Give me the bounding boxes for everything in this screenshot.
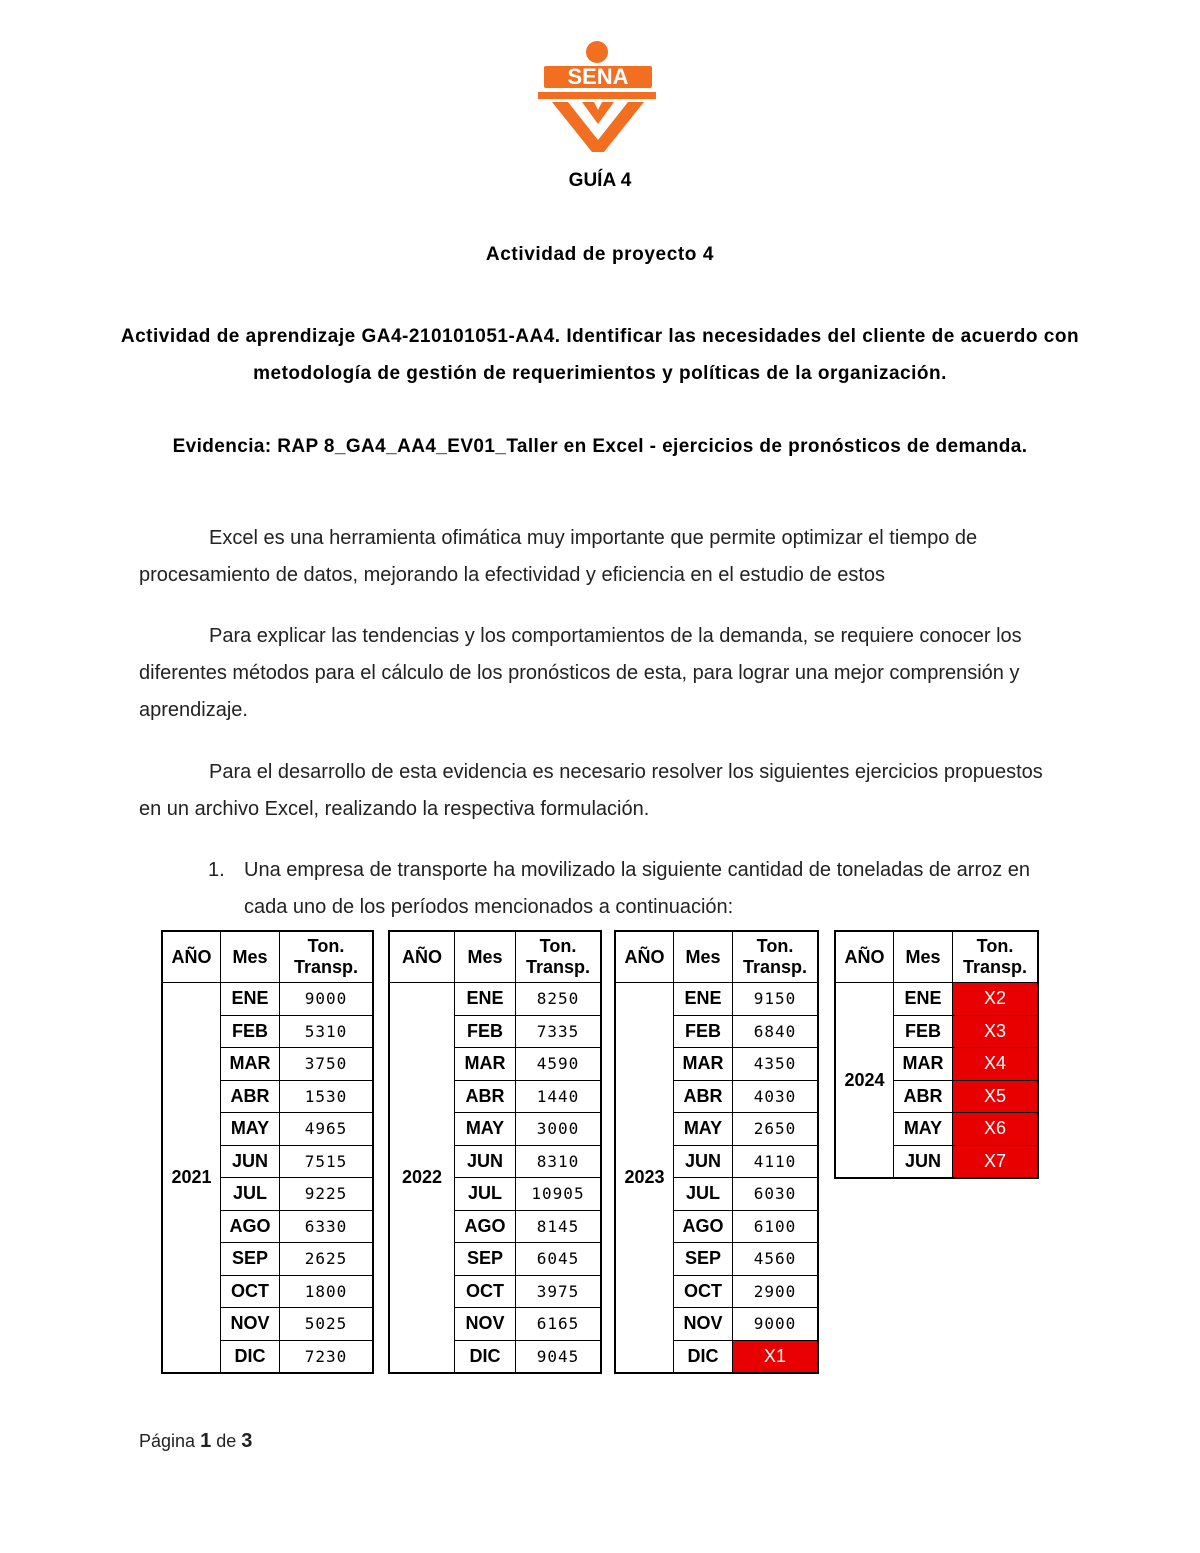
header-year: AÑO <box>389 931 455 983</box>
tons-cell: 3975 <box>516 1275 602 1308</box>
table-row <box>835 983 1038 1016</box>
month-cell: FEB <box>455 1015 516 1048</box>
tons-cell: 4590 <box>516 1048 602 1081</box>
month-cell: JUN <box>894 1145 953 1178</box>
header-month: Mes <box>455 931 516 983</box>
tons-cell: 9000 <box>280 983 374 1016</box>
table-header-row <box>389 931 601 983</box>
year-cell: 2022 <box>389 983 455 1374</box>
missing-value-cell: X1 <box>733 1340 819 1373</box>
tons-cell: 7515 <box>280 1145 374 1178</box>
tons-cell: 8310 <box>516 1145 602 1178</box>
month-cell: MAY <box>674 1113 733 1146</box>
tons-cell: 4110 <box>733 1145 819 1178</box>
header-year: AÑO <box>615 931 674 983</box>
sena-logo <box>538 40 658 152</box>
learning-activity-title: Actividad de aprendizaje GA4-210101051-AA4. Identificar las necesidades del cliente de acuerdo con metodología de gestión de requerimientos y políticas de la organización. <box>120 326 1080 384</box>
tons-cell: 9045 <box>516 1340 602 1373</box>
tons-cell: 4350 <box>733 1048 819 1081</box>
month-cell: MAY <box>455 1113 516 1146</box>
table-2022 <box>388 930 602 1374</box>
month-cell: NOV <box>674 1308 733 1341</box>
month-cell: ABR <box>221 1080 280 1113</box>
tons-cell: 5025 <box>280 1308 374 1341</box>
tons-cell: 4030 <box>733 1080 819 1113</box>
tons-cell: 4965 <box>280 1113 374 1146</box>
tons-cell: 6030 <box>733 1178 819 1211</box>
month-cell: DIC <box>455 1340 516 1373</box>
header-year: AÑO <box>162 931 221 983</box>
paragraph-instructions: Para el desarrollo de esta evidencia es necesario resolver los siguientes ejercicios propuestos en un archivo Excel, realizando la respectiva formulación. <box>139 761 1043 820</box>
month-cell: OCT <box>221 1275 280 1308</box>
tons-cell: 6045 <box>516 1243 602 1276</box>
month-cell: JUL <box>674 1178 733 1211</box>
tons-cell: 6100 <box>733 1210 819 1243</box>
tons-cell: 7230 <box>280 1340 374 1373</box>
tons-cell: 10905 <box>516 1178 602 1211</box>
tons-cell: 1530 <box>280 1080 374 1113</box>
missing-value-cell: X7 <box>953 1145 1039 1178</box>
tons-cell: 2625 <box>280 1243 374 1276</box>
month-cell: DIC <box>674 1340 733 1373</box>
month-cell: ENE <box>894 983 953 1016</box>
tons-cell: 6165 <box>516 1308 602 1341</box>
month-cell: ABR <box>894 1080 953 1113</box>
tons-cell: 9225 <box>280 1178 374 1211</box>
month-cell: AGO <box>221 1210 280 1243</box>
month-cell: ENE <box>674 983 733 1016</box>
activity-title: Actividad de proyecto 4 <box>485 244 715 265</box>
month-cell: ABR <box>674 1080 733 1113</box>
month-cell: ABR <box>455 1080 516 1113</box>
tons-cell: 8250 <box>516 983 602 1016</box>
tons-cell: 6330 <box>280 1210 374 1243</box>
header-month: Mes <box>894 931 953 983</box>
month-cell: MAY <box>221 1113 280 1146</box>
missing-value-cell: X6 <box>953 1113 1039 1146</box>
month-cell: JUL <box>455 1178 516 1211</box>
month-cell: NOV <box>455 1308 516 1341</box>
month-cell: DIC <box>221 1340 280 1373</box>
list-number: 1. <box>208 859 225 881</box>
missing-value-cell: X3 <box>953 1015 1039 1048</box>
exercise-text: Una empresa de transporte ha movilizado la siguiente cantidad de toneladas de arroz en cada uno de los períodos mencionados a continuación: <box>244 859 1031 918</box>
table-2023 <box>614 930 819 1374</box>
tons-cell: 3750 <box>280 1048 374 1081</box>
table-row <box>615 983 818 1016</box>
tons-cell: 9000 <box>733 1308 819 1341</box>
header-tons: Ton. Transp. <box>953 931 1039 983</box>
tons-cell: 9150 <box>733 983 819 1016</box>
month-cell: JUN <box>455 1145 516 1178</box>
table-header-row <box>835 931 1038 983</box>
tons-cell: 3000 <box>516 1113 602 1146</box>
tons-cell: 2900 <box>733 1275 819 1308</box>
year-cell: 2024 <box>835 983 894 1179</box>
paragraph-trends: Para explicar las tendencias y los comportamientos de la demanda, se requiere conocer los diferentes métodos para el cálculo de los pronósticos de esta, para lograr una mejor comprensión y aprendizaje. <box>139 625 1022 721</box>
page-footer: Página 1 de 3 <box>139 1430 253 1452</box>
month-cell: JUN <box>674 1145 733 1178</box>
logo-wordmark: SENA <box>567 64 629 89</box>
month-cell: ENE <box>455 983 516 1016</box>
tons-cell: 4560 <box>733 1243 819 1276</box>
header-year: AÑO <box>835 931 894 983</box>
missing-value-cell: X5 <box>953 1080 1039 1113</box>
header-month: Mes <box>221 931 280 983</box>
table-row <box>162 983 373 1016</box>
tons-cell: 1800 <box>280 1275 374 1308</box>
tons-cell: 5310 <box>280 1015 374 1048</box>
month-cell: MAR <box>221 1048 280 1081</box>
tons-cell: 2650 <box>733 1113 819 1146</box>
paragraph-intro: Excel es una herramienta ofimática muy importante que permite optimizar el tiempo de procesamiento de datos, mejorando la efectividad y eficiencia en el estudio de estos <box>139 527 978 586</box>
month-cell: ENE <box>221 983 280 1016</box>
month-cell: JUL <box>221 1178 280 1211</box>
month-cell: FEB <box>674 1015 733 1048</box>
month-cell: AGO <box>455 1210 516 1243</box>
month-cell: OCT <box>455 1275 516 1308</box>
tons-cell: 7335 <box>516 1015 602 1048</box>
missing-value-cell: X2 <box>953 983 1039 1016</box>
month-cell: AGO <box>674 1210 733 1243</box>
year-cell: 2021 <box>162 983 221 1374</box>
header-month: Mes <box>674 931 733 983</box>
header-tons: Ton. Transp. <box>280 931 374 983</box>
table-2021 <box>161 930 374 1374</box>
month-cell: MAR <box>894 1048 953 1081</box>
tons-cell: 6840 <box>733 1015 819 1048</box>
evidence-title: Evidencia: RAP 8_GA4_AA4_EV01_Taller en Excel - ejercicios de pronósticos de demanda. <box>172 436 1028 457</box>
tons-cell: 1440 <box>516 1080 602 1113</box>
month-cell: MAY <box>894 1113 953 1146</box>
table-row <box>389 983 601 1016</box>
table-2024 <box>834 930 1039 1179</box>
month-cell: JUN <box>221 1145 280 1178</box>
month-cell: FEB <box>894 1015 953 1048</box>
month-cell: SEP <box>455 1243 516 1276</box>
guide-title: GUÍA 4 <box>568 170 632 191</box>
month-cell: MAR <box>674 1048 733 1081</box>
month-cell: FEB <box>221 1015 280 1048</box>
missing-value-cell: X4 <box>953 1048 1039 1081</box>
tons-cell: 8145 <box>516 1210 602 1243</box>
month-cell: MAR <box>455 1048 516 1081</box>
header-tons: Ton. Transp. <box>733 931 819 983</box>
table-header-row <box>615 931 818 983</box>
exercise-1 <box>208 852 1068 926</box>
month-cell: SEP <box>674 1243 733 1276</box>
month-cell: OCT <box>674 1275 733 1308</box>
header-tons: Ton. Transp. <box>516 931 602 983</box>
year-cell: 2023 <box>615 983 674 1374</box>
table-header-row <box>162 931 373 983</box>
month-cell: SEP <box>221 1243 280 1276</box>
month-cell: NOV <box>221 1308 280 1341</box>
